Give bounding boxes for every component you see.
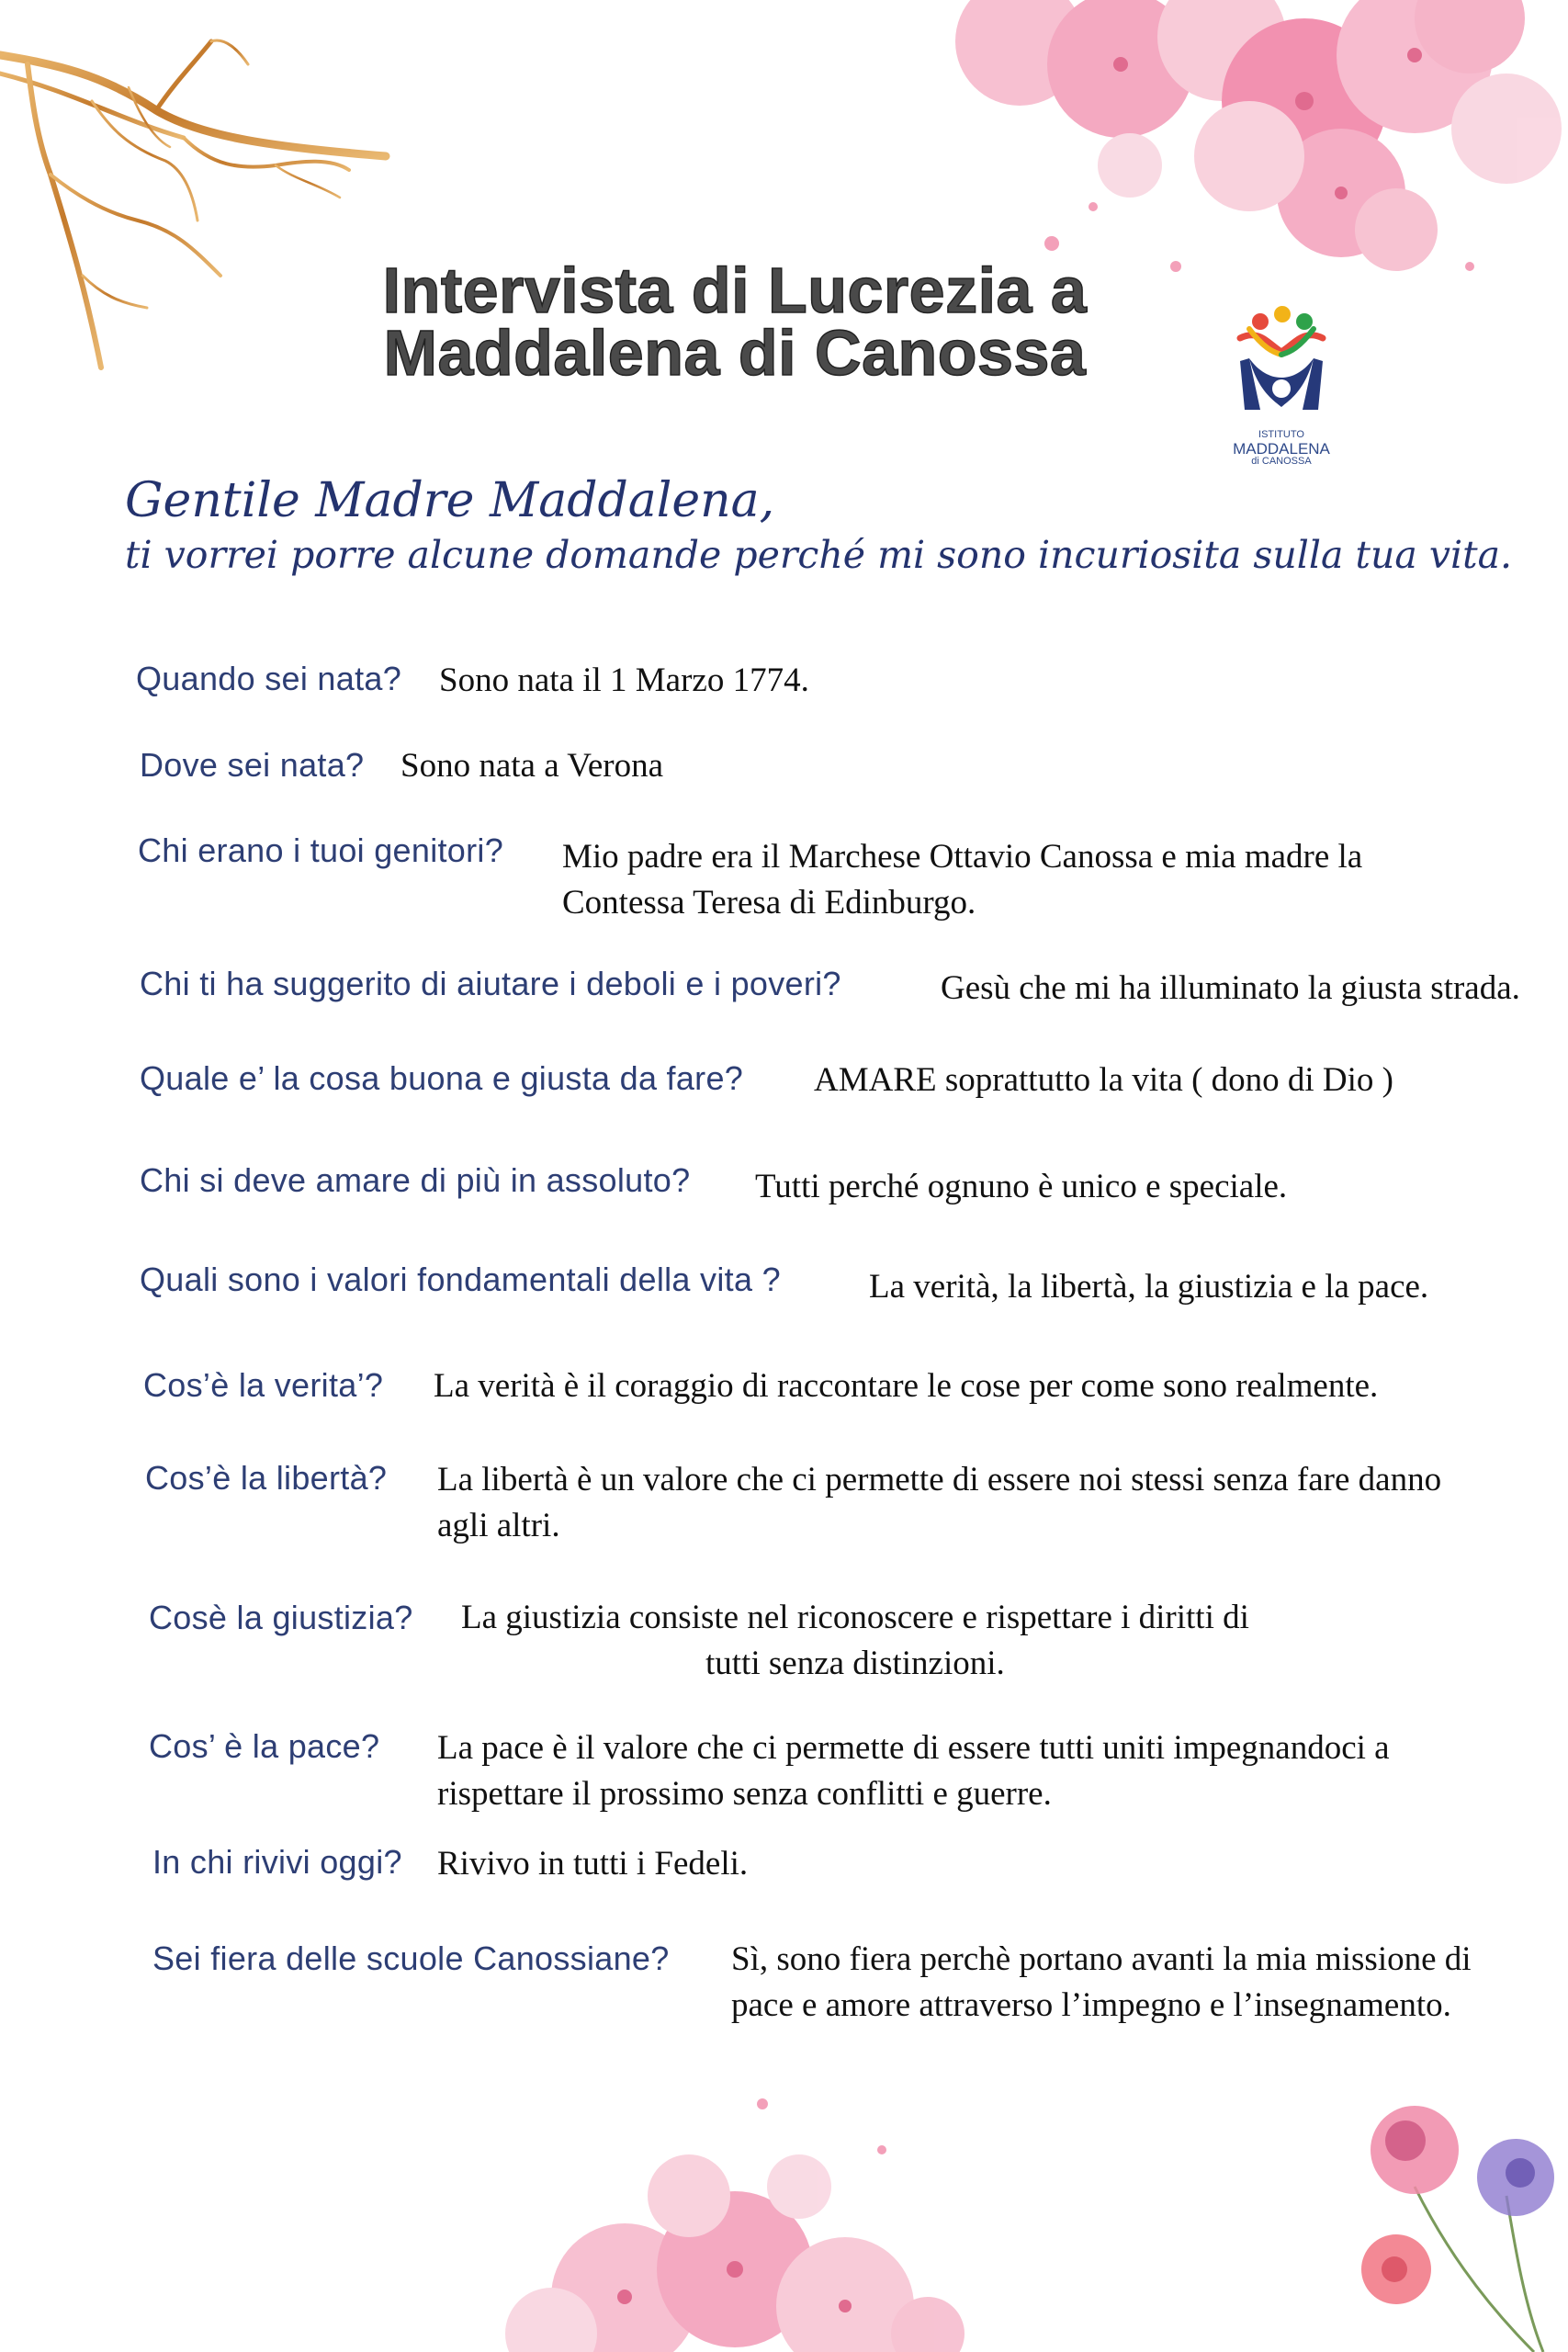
answer-11-line-2: rispettare il prossimo senza conflitti e guerre.	[437, 1775, 1052, 1813]
question-10: Cosè la giustizia?	[149, 1599, 413, 1636]
logo-caption	[1194, 430, 1369, 468]
greeting-line-2: ti vorrei porre alcune domande perché mi sono incuriosita sulla tua vita.	[125, 533, 1513, 577]
logo-caption-name: MADDALENA	[1233, 439, 1330, 458]
answer-13-line-2: pace e amore attraverso l’impegno e l’insegnamento.	[731, 1986, 1451, 2024]
question-3: Chi erano i tuoi genitori?	[138, 831, 504, 869]
greeting-line-1: Gentile Madre Maddalena,	[125, 473, 775, 528]
answer-1-line-1: Sono nata il 1 Marzo 1774.	[439, 662, 809, 699]
answer-11-line-1: La pace è il valore che ci permette di essere tutti uniti impegnandoci a	[437, 1729, 1390, 1767]
question-8: Cos’è la verita’?	[143, 1366, 384, 1404]
answer-9-line-2: agli altri.	[437, 1507, 560, 1544]
answer-13-line-1: Sì, sono fiera perchè portano avanti la mia missione di	[731, 1940, 1472, 1978]
flowers-bottom-right-illustration	[1350, 2086, 1568, 2352]
question-9: Cos’è la libertà?	[145, 1459, 388, 1497]
answer-6-line-1: Tutti perché ognuno è unico e speciale.	[755, 1168, 1288, 1205]
question-2: Dove sei nata?	[140, 746, 365, 784]
question-11: Cos’ è la pace?	[149, 1727, 380, 1765]
question-1: Quando sei nata?	[136, 660, 402, 697]
logo-caption-bottom: di CANOSSA	[1251, 456, 1312, 468]
answer-3-line-1: Mio padre era il Marchese Ottavio Canossa e mia madre la	[562, 838, 1363, 876]
answer-5-line-1: AMARE soprattutto la vita ( dono di Dio )	[814, 1061, 1393, 1099]
answer-3-line-2: Contessa Teresa di Edinburgo.	[562, 884, 976, 922]
answer-8-line-1: La verità è il coraggio di raccontare le cose per come sono realmente.	[434, 1367, 1379, 1405]
logo-caption-top: ISTITUTO	[1258, 429, 1304, 440]
question-13: Sei fiera delle scuole Canossiane?	[152, 1939, 670, 1977]
answer-12-line-1: Rivivo in tutti i Fedeli.	[437, 1845, 749, 1883]
question-7: Quali sono i valori fondamentali della vita ?	[140, 1261, 781, 1298]
answer-4-line-1: Gesù che mi ha illuminato la giusta strada.	[941, 969, 1520, 1007]
greeting	[125, 473, 1512, 582]
question-6: Chi si deve amare di più in assoluto?	[140, 1161, 691, 1199]
question-4: Chi ti ha suggerito di aiutare i deboli e i poveri?	[140, 965, 841, 1002]
question-5: Quale e’ la cosa buona e giusta da fare?	[140, 1059, 744, 1097]
answer-10-line-2: tutti senza distinzioni.	[705, 1645, 1005, 1682]
answer-2-line-1: Sono nata a Verona	[400, 747, 663, 785]
answer-9-line-1: La libertà è un valore che ci permette di essere noi stessi senza fare danno	[437, 1461, 1442, 1498]
page-title-line-1: Intervista di Lucrezia a	[382, 254, 1088, 326]
flowers-bottom-illustration	[496, 2086, 1010, 2352]
answer-10-line-1: La giustizia consiste nel riconoscere e rispettare i diritti di	[461, 1599, 1249, 1636]
question-12: In chi rivivi oggi?	[152, 1843, 402, 1881]
answer-7-line-1: La verità, la libertà, la giustizia e la pace.	[869, 1268, 1429, 1306]
page-title-line-2: Maddalena di Canossa	[383, 317, 1087, 389]
